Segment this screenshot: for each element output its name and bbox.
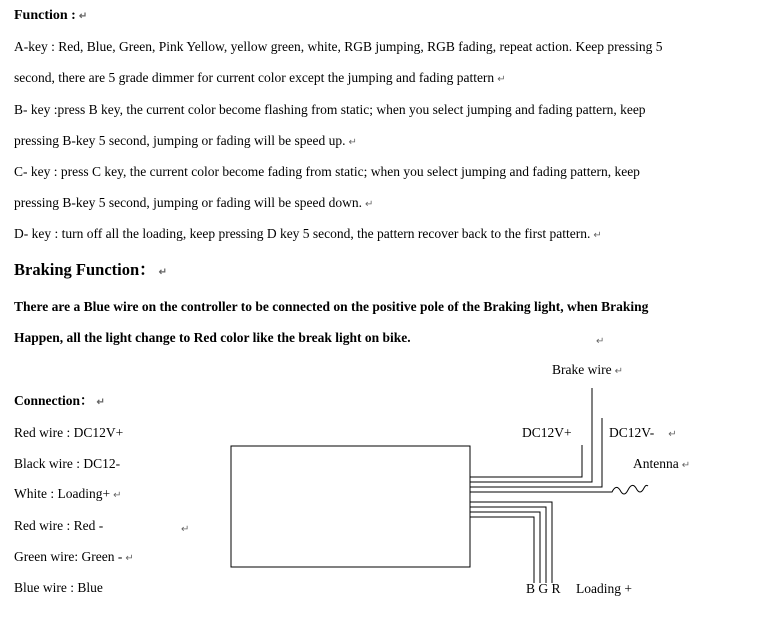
connection-item: Green wire: Green - ↵ <box>14 549 134 564</box>
controller-box <box>231 446 470 567</box>
a-key-text: A-key : Red, Blue, Green, Pink Yellow, yellow green, white, RGB jumping, RGB fading, repeat action. Keep pressing 5 <box>14 39 663 54</box>
c-key-text-cont: pressing B-key 5 second, jumping or fading will be speed down. ↵ <box>14 195 374 210</box>
braking-heading: Braking Function： ↵ <box>14 260 168 279</box>
loading-label: Loading + <box>576 581 632 596</box>
connection-item: Red wire : DC12V+ <box>14 425 124 440</box>
connection-item: Red wire : Red - <box>14 518 104 533</box>
c-key-text: C- key : press C key, the current color become fading from static; when you select jumping and fading pattern, keep <box>14 164 640 179</box>
braking-text-line2: Happen, all the light change to Red color like the break light on bike. <box>14 330 411 345</box>
dc12v-plus-label: DC12V+ <box>522 425 572 440</box>
b-key-text-cont: pressing B-key 5 second, jumping or fading will be speed up. ↵ <box>14 133 357 148</box>
brake-wire-label: Brake wire ↵ <box>552 362 623 377</box>
red-wire <box>470 517 534 583</box>
d-key-text: D- key : turn off all the loading, keep pressing D key 5 second, the pattern recover back to the first pattern. ↵ <box>14 226 602 241</box>
b-key-text: B- key :press B key, the current color become flashing from static; when you select jumping and fading pattern, keep <box>14 102 646 117</box>
connection-return-mark: ↵ <box>181 524 190 535</box>
connection-item: White : Loading+ ↵ <box>14 486 122 501</box>
braking-text-line1: There are a Blue wire on the controller to be connected on the positive pole of the Braking light, when Braking <box>14 299 649 314</box>
dc12v-plus-wire <box>470 445 582 477</box>
braking-return-mark: ↵ <box>596 336 605 347</box>
connection-item: Blue wire : Blue <box>14 580 103 595</box>
function-heading: Function : ↵ <box>14 8 88 23</box>
dc12v-minus-label: DC12V- ↵ <box>609 425 677 440</box>
loading-wire <box>470 507 546 583</box>
green-wire <box>470 512 540 583</box>
connection-heading: Connection： ↵ <box>14 393 105 408</box>
bgr-label: B G R <box>526 581 561 596</box>
antenna-label: Antenna ↵ <box>633 456 691 471</box>
a-key-text-cont: second, there are 5 grade dimmer for current color except the jumping and fading pattern ↵ <box>14 70 506 85</box>
connection-item: Black wire : DC12- <box>14 456 121 471</box>
